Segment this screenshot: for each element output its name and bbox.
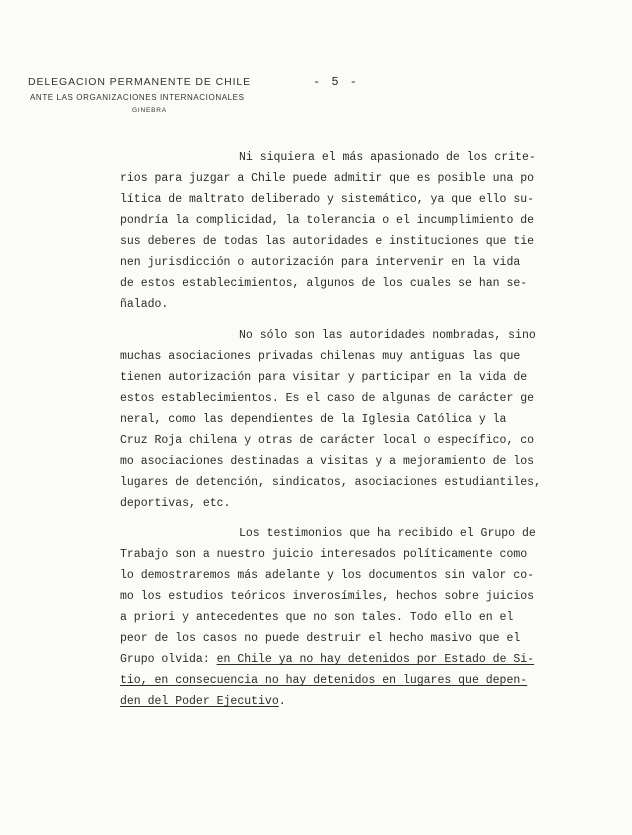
letterhead-title: DELEGACION PERMANENTE DE CHILE — [28, 76, 252, 88]
paragraph-3-line-9-emphasis: den del Poder Ejecutivo — [120, 695, 279, 708]
paragraph-1-line-8: ñalado. — [120, 298, 169, 311]
paragraph-1-line-2: rios para juzgar a Chile puede admitir que es posible una po — [120, 172, 535, 185]
paragraph-1-line-6: nen jurisdicción o autorización para intervenir en la vida — [120, 256, 521, 269]
paragraph-3-line-4: mo los estudios teóricos inverosímiles, hechos sobre juicios — [120, 590, 535, 603]
paragraph-3-line-7 — [120, 653, 534, 667]
page-number: - 5 - — [313, 75, 360, 89]
paragraph-3-line-3: lo demostraremos más adelante y los documentos sin valor co- — [120, 569, 535, 582]
letterhead-city: GINEBRA — [132, 107, 167, 114]
paragraph-3-line-2: Trabajo son a nuestro juicio interesados políticamente como — [120, 548, 528, 561]
paragraph-2-line-8: lugares de detención, sindicatos, asociaciones estudiantiles, — [120, 476, 541, 489]
paragraph-3-line-7-plain: Grupo olvida: — [120, 653, 217, 666]
paragraph-3-line-1: Los testimonios que ha recibido el Grupo de — [239, 527, 536, 540]
paragraph-2-line-9: deportivas, etc. — [120, 497, 231, 510]
paragraph-3-line-9 — [120, 695, 286, 709]
paragraph-1-line-7: de estos establecimientos, algunos de los cuales se han se- — [120, 277, 528, 290]
paragraph-3-line-5: a priori y antecedentes que no son tales. Todo ello en el — [120, 611, 514, 624]
letterhead-subtitle: ANTE LAS ORGANIZACIONES INTERNACIONALES — [30, 93, 245, 102]
paragraph-2-line-7: mo asociaciones destinadas a visitas y a mejoramiento de los — [120, 455, 535, 468]
paragraph-1-line-1: Ni siquiera el más apasionado de los crite- — [239, 151, 536, 164]
paragraph-2-line-6: Cruz Roja chilena y otras de carácter local o específico, co — [120, 434, 535, 447]
paragraph-3-line-8: tio, en consecuencia no hay detenidos en lugares que depen- — [120, 674, 528, 687]
paragraph-3-line-7-emphasis: en Chile ya no hay detenidos por Estado de Si- — [216, 653, 535, 666]
paragraph-1-line-3: lítica de maltrato deliberado y sistemático, ya que ello su- — [120, 193, 535, 206]
paragraph-2-line-4: estos establecimientos. Es el caso de algunas de carácter ge — [120, 392, 535, 405]
paragraph-2-line-2: muchas asociaciones privadas chilenas muy antiguas las que — [120, 350, 521, 363]
paragraph-1-line-4: pondría la complicidad, la tolerancia o el incumplimiento de — [120, 214, 535, 227]
paragraph-2-line-1: No sólo son las autoridades nombradas, sino — [239, 329, 536, 342]
paragraph-3-line-6: peor de los casos no puede destruir el hecho masivo que el — [120, 632, 521, 645]
paragraph-2-line-5: neral, como las dependientes de la Iglesia Católica y la — [120, 413, 507, 426]
paragraph-1-line-5: sus deberes de todas las autoridades e instituciones que tie — [120, 235, 535, 248]
paragraph-2-line-3: tienen autorización para visitar y participar en la vida de — [120, 371, 528, 384]
paragraph-3-final-period: . — [278, 695, 286, 708]
